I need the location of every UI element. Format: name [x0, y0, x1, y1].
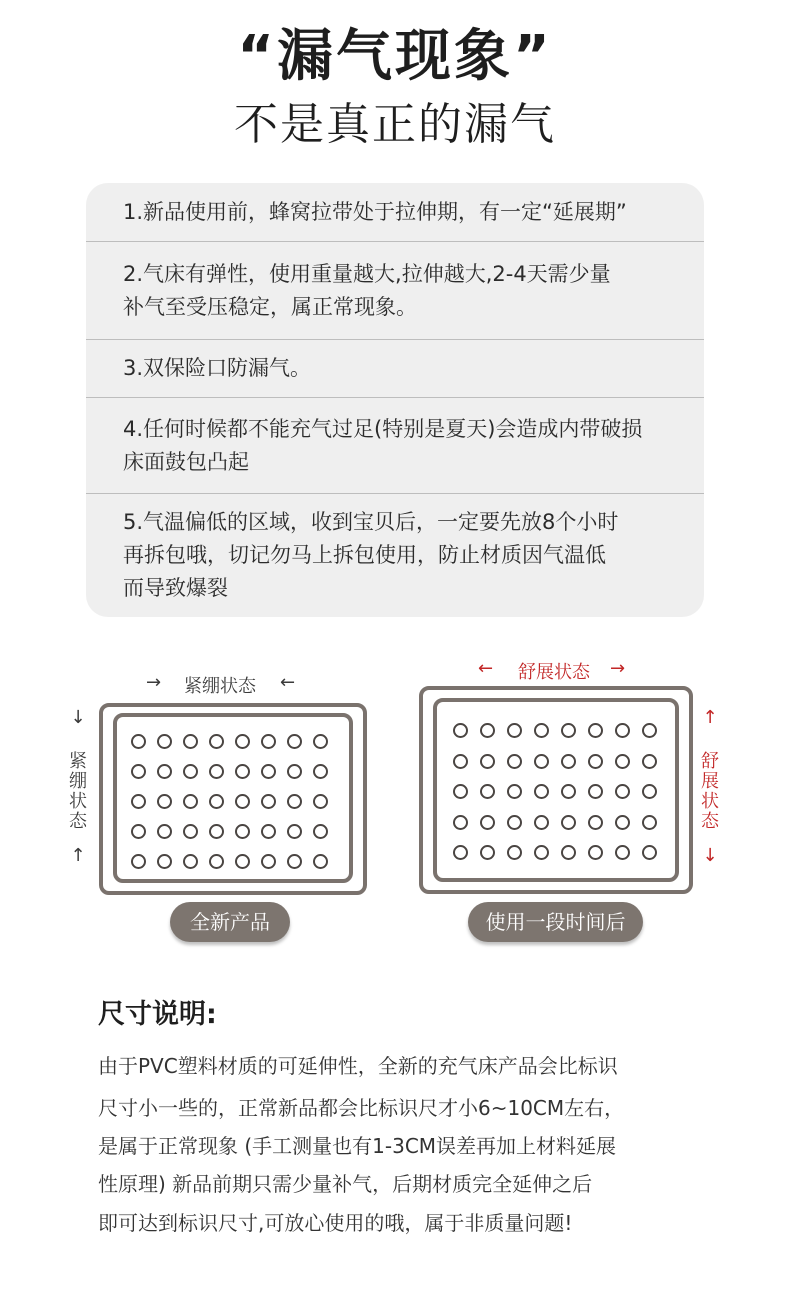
- note-item: [86, 241, 704, 339]
- air-cell-dot: [642, 784, 657, 799]
- air-cell-dot: [534, 815, 549, 830]
- air-cell-dot: [287, 764, 302, 779]
- air-cell-dot: [480, 815, 495, 830]
- air-cell-dot: [287, 794, 302, 809]
- arrow-left-icon: ←: [280, 672, 296, 693]
- air-cell-dot: [561, 754, 576, 769]
- air-cell-dot: [209, 794, 224, 809]
- air-cell-dot: [235, 734, 250, 749]
- air-cell-dot: [131, 764, 146, 779]
- air-cell-dot: [209, 854, 224, 869]
- note-item: [86, 183, 704, 241]
- air-cell-dot: [507, 815, 522, 830]
- size-text-line: 尺寸小一些的，正常新品都会比标识尺才小6~10CM左右，: [98, 1096, 625, 1120]
- air-cell-dot: [453, 754, 468, 769]
- size-text-line: 性原理) 新品前期只需少量补气，后期材质完全延伸之后: [98, 1172, 593, 1196]
- note-item: [86, 339, 704, 397]
- arrow-left-icon: ←: [478, 658, 494, 679]
- air-cell-dot: [615, 845, 630, 860]
- air-cell-dot: [235, 764, 250, 779]
- air-cell-dot: [534, 754, 549, 769]
- air-cell-dot: [453, 815, 468, 830]
- air-cell-dot: [313, 854, 328, 869]
- air-cell-dot: [209, 734, 224, 749]
- air-cell-dot: [642, 754, 657, 769]
- air-cell-dot: [313, 824, 328, 839]
- air-cell-dot: [642, 815, 657, 830]
- note-line: 补气至受压稳定，属正常现象。: [123, 294, 417, 319]
- air-cell-dot: [287, 824, 302, 839]
- air-cell-dot: [157, 794, 172, 809]
- air-cell-dot: [561, 784, 576, 799]
- air-cell-dot: [588, 754, 603, 769]
- arrow-down-icon: ↓: [70, 707, 86, 728]
- air-cell-dot: [183, 764, 198, 779]
- air-cell-dot: [183, 854, 198, 869]
- air-cell-dot: [157, 764, 172, 779]
- air-cell-dot: [313, 794, 328, 809]
- size-section-title: 尺寸说明:: [98, 999, 217, 1030]
- air-cell-dot: [157, 854, 172, 869]
- air-cell-dot: [507, 784, 522, 799]
- air-cell-dot: [615, 723, 630, 738]
- air-cell-dot: [453, 845, 468, 860]
- air-cell-dot: [561, 815, 576, 830]
- air-cell-dot: [480, 845, 495, 860]
- air-cell-dot: [642, 723, 657, 738]
- air-cell-dot: [131, 794, 146, 809]
- air-cell-dot: [480, 784, 495, 799]
- air-cell-dot: [261, 764, 276, 779]
- air-cell-dot: [561, 845, 576, 860]
- air-cell-dot: [534, 784, 549, 799]
- air-cell-dot: [615, 784, 630, 799]
- arrow-down-icon: ↓: [702, 845, 718, 866]
- size-text-line: 是属于正常现象 (手工测量也有1-3CM误差再加上材料延展: [98, 1134, 617, 1158]
- arrow-up-icon: ↑: [70, 845, 86, 866]
- note-line: 而导致爆裂: [123, 576, 228, 600]
- note-line: 2.气床有弹性，使用重量越大,拉伸越大,2-4天需少量: [123, 261, 611, 286]
- air-cell-dot: [157, 734, 172, 749]
- note-item: [86, 493, 704, 617]
- note-line: 4.任何时候都不能充气过足(特别是夏天)会造成内带破损: [123, 416, 643, 441]
- air-cell-dot: [507, 754, 522, 769]
- air-cell-dot: [615, 815, 630, 830]
- air-cell-dot: [534, 723, 549, 738]
- tight-top-label: 紧绷状态: [184, 676, 256, 697]
- air-cell-dot: [588, 723, 603, 738]
- air-cell-dot: [287, 734, 302, 749]
- air-cell-dot: [183, 734, 198, 749]
- size-text-line: 由于PVC塑料材质的可延伸性，全新的充气床产品会比标识: [98, 1054, 618, 1078]
- air-cell-dot: [183, 794, 198, 809]
- air-cell-dot: [480, 723, 495, 738]
- air-cell-dot: [261, 794, 276, 809]
- air-cell-dot: [131, 854, 146, 869]
- air-cell-dot: [507, 845, 522, 860]
- arrow-right-icon: →: [610, 658, 626, 679]
- stretch-top-label: 舒展状态: [518, 662, 590, 683]
- air-cell-dot: [209, 824, 224, 839]
- air-cell-dot: [261, 734, 276, 749]
- air-cell-dot: [131, 734, 146, 749]
- note-line: 5.气温偏低的区域，收到宝贝后，一定要先放8个小时: [123, 510, 619, 534]
- air-cell-dot: [561, 723, 576, 738]
- air-cell-dot: [313, 734, 328, 749]
- air-cell-dot: [507, 723, 522, 738]
- page-subtitle: 不是真正的漏气: [234, 99, 556, 150]
- arrow-right-icon: →: [146, 672, 162, 693]
- note-line: 1.新品使用前，蜂窝拉带处于拉伸期，有一定“延展期”: [123, 199, 627, 224]
- stretch-side-label: 舒展状态: [701, 751, 719, 832]
- air-cell-dot: [453, 784, 468, 799]
- air-cell-dot: [480, 754, 495, 769]
- air-cell-dot: [183, 824, 198, 839]
- air-cell-dot: [534, 845, 549, 860]
- air-cell-dot: [588, 815, 603, 830]
- tight-side-label: 紧绷状态: [69, 751, 87, 832]
- note-line: 3.双保险口防漏气。: [123, 356, 312, 380]
- air-cell-dot: [235, 824, 250, 839]
- page-title: “漏气现象”: [237, 24, 553, 89]
- note-line: 再拆包哦，切记勿马上拆包使用，防止材质因气温低: [123, 543, 606, 567]
- air-cell-dot: [157, 824, 172, 839]
- air-cell-dot: [615, 754, 630, 769]
- air-cell-dot: [131, 824, 146, 839]
- note-item: [86, 397, 704, 493]
- air-cell-dot: [235, 854, 250, 869]
- air-cell-dot: [453, 723, 468, 738]
- arrow-up-icon: ↑: [702, 707, 718, 728]
- air-cell-dot: [588, 784, 603, 799]
- size-text-line: 即可达到标识尺寸,可放心使用的哦，属于非质量问题!: [98, 1211, 573, 1235]
- notes-panel: [86, 183, 704, 617]
- air-cell-dot: [588, 845, 603, 860]
- air-cell-dot: [287, 854, 302, 869]
- air-cell-dot: [261, 854, 276, 869]
- note-line: 床面鼓包凸起: [123, 449, 249, 474]
- new-product-badge: 全新产品: [170, 902, 290, 942]
- after-use-badge: 使用一段时间后: [468, 902, 643, 942]
- air-cell-dot: [235, 794, 250, 809]
- air-cell-dot: [209, 764, 224, 779]
- air-cell-dot: [313, 764, 328, 779]
- air-cell-dot: [261, 824, 276, 839]
- air-cell-dot: [642, 845, 657, 860]
